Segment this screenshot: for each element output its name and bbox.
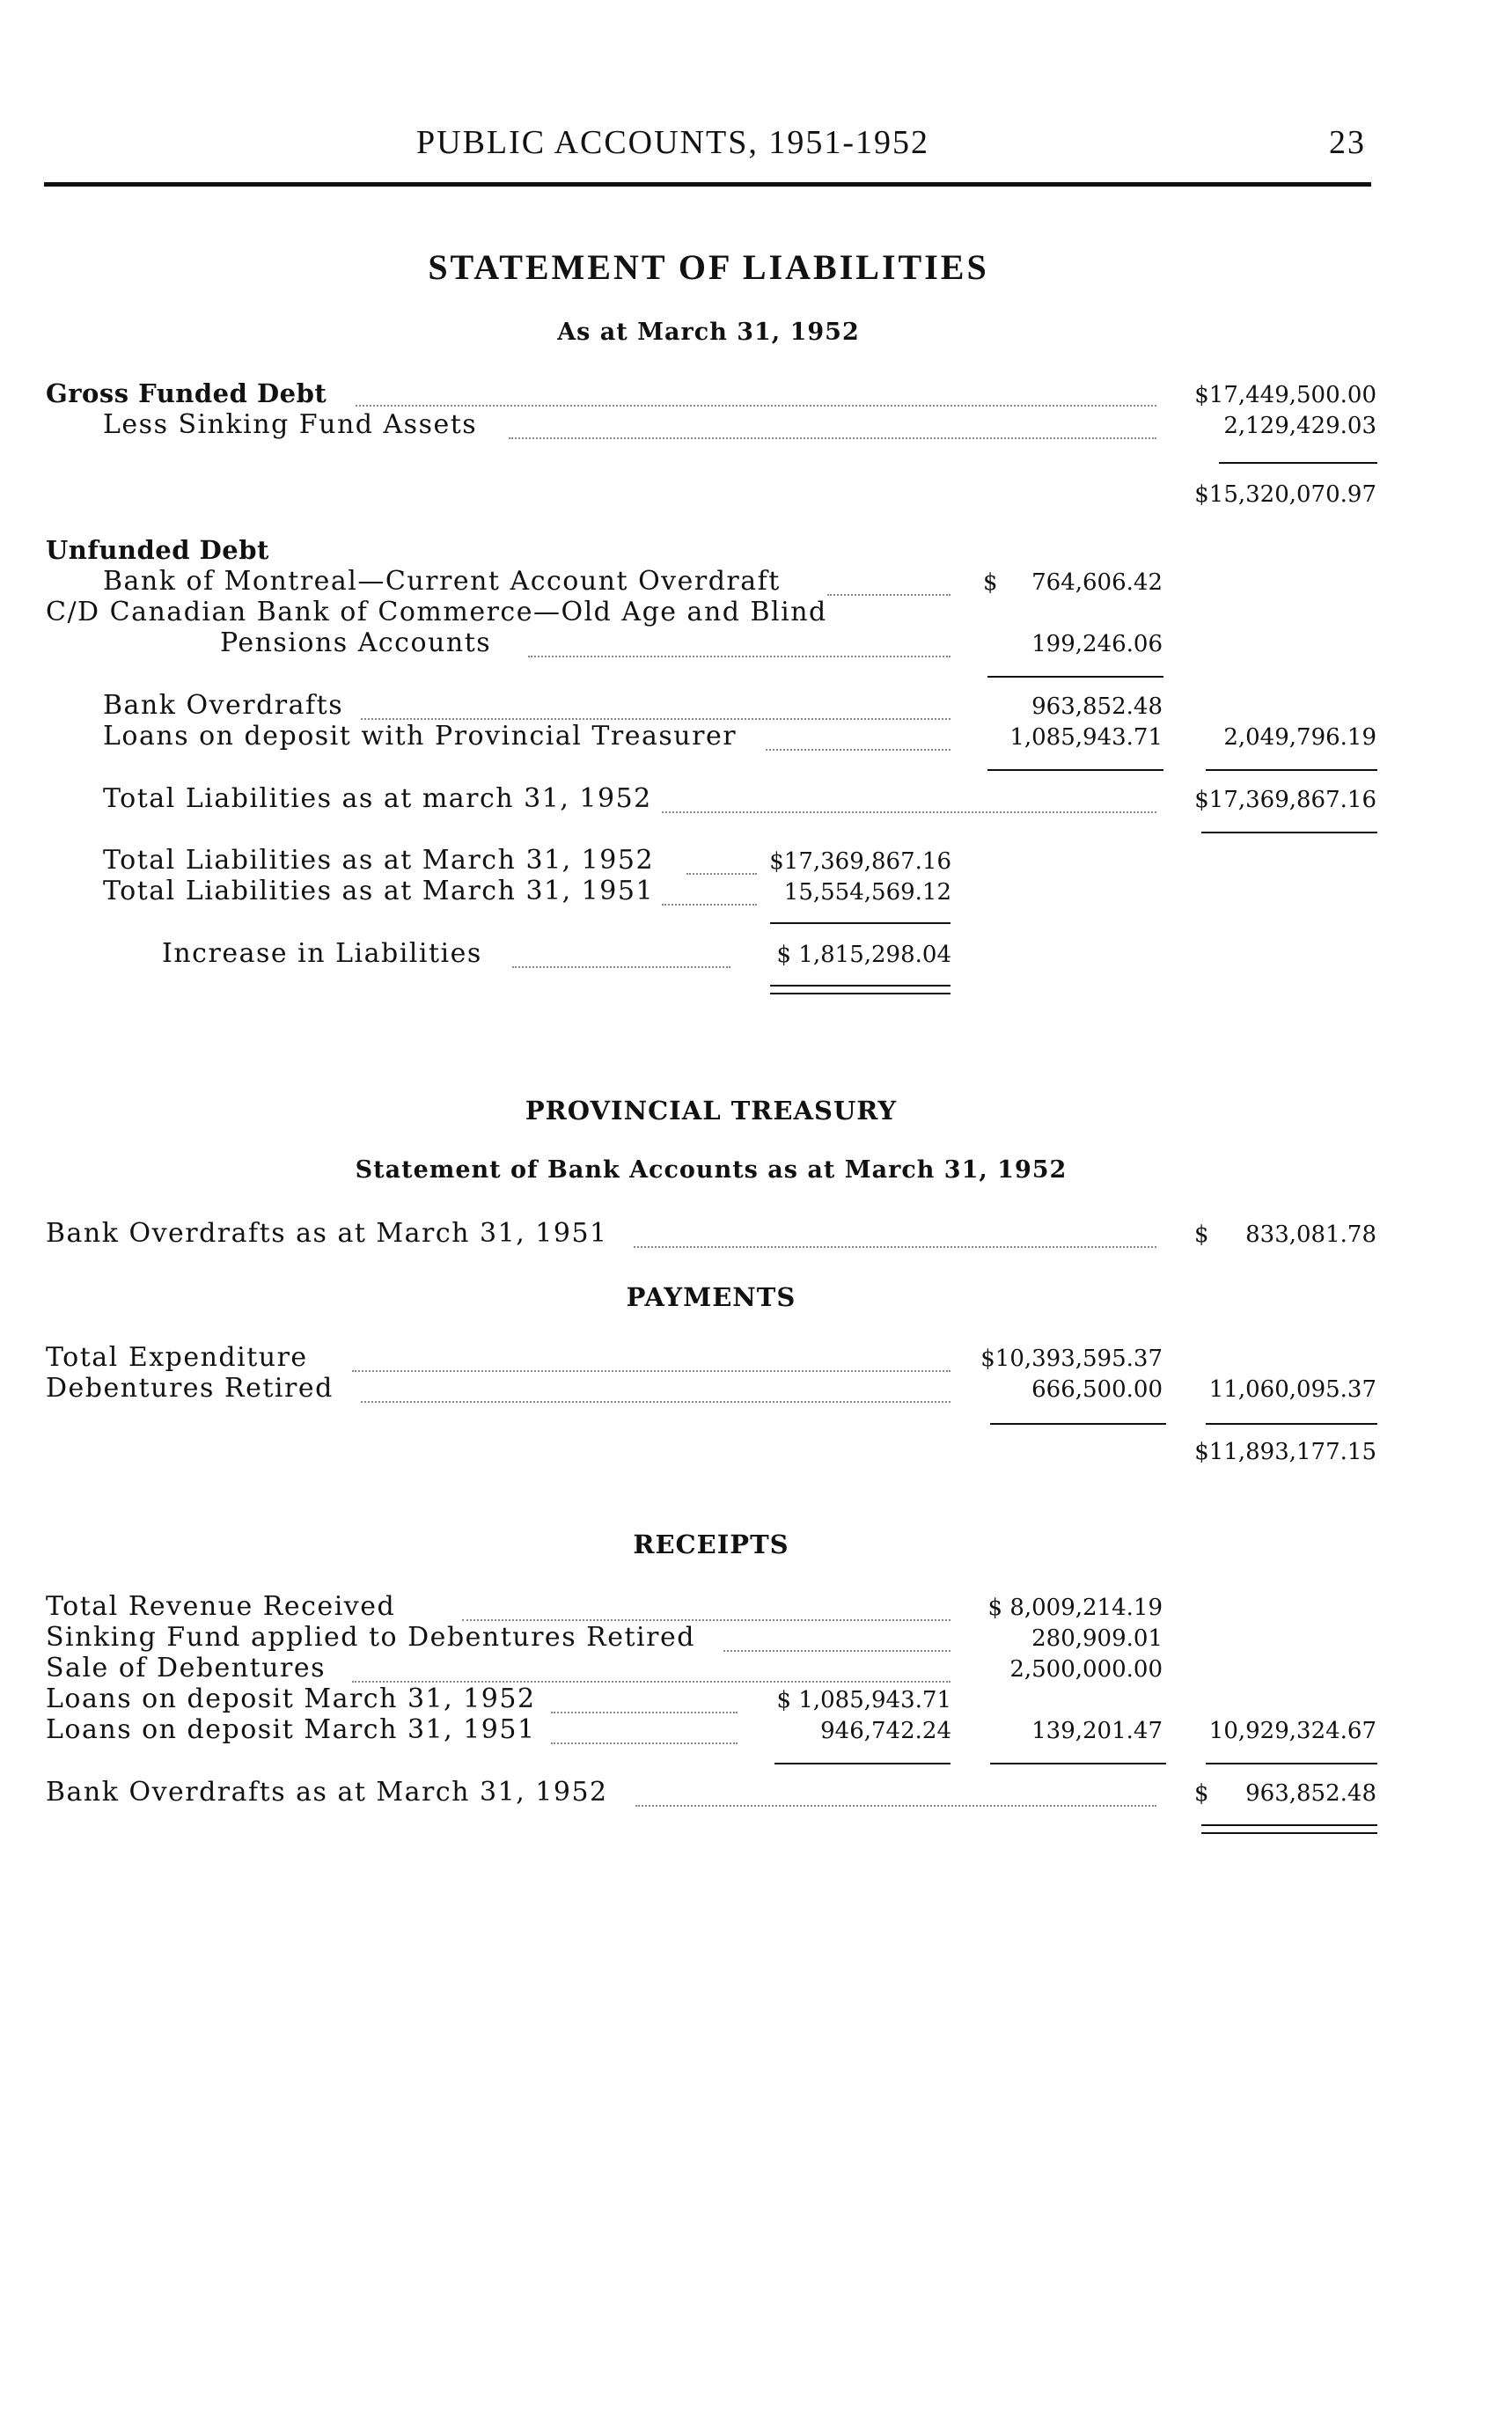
less-sinking-fund-value: 2,129,429.03 — [1223, 413, 1376, 439]
liabilities-subtitle: As at March 31, 1952 — [557, 319, 860, 346]
subtotal-rule — [1206, 769, 1377, 771]
subtotal-rule — [774, 1763, 951, 1764]
bank-overdrafts-value: 963,852.48 — [1031, 693, 1163, 720]
bank-of-montreal-value: 764,606.42 — [1031, 569, 1163, 596]
leader-dots — [551, 1742, 738, 1744]
total-revenue-label: Total Revenue Received — [46, 1591, 396, 1622]
total-rule — [770, 993, 951, 994]
closing-overdrafts-value: 963,852.48 — [1245, 1780, 1376, 1807]
header-rule — [44, 182, 1371, 187]
total-liabilities-label: Total Liabilities as at march 31, 1952 — [103, 783, 652, 814]
total-rule — [1201, 832, 1377, 833]
less-sinking-fund-label: Less Sinking Fund Assets — [103, 409, 478, 440]
leader-dots — [462, 1619, 951, 1621]
leader-dots — [634, 1246, 1156, 1248]
opening-overdrafts-currency: $ — [1194, 1221, 1209, 1248]
leader-dots — [766, 749, 951, 751]
loans-deposit-label: Loans on deposit with Provincial Treasurer — [103, 721, 738, 752]
loans-1951-label: Loans on deposit March 31, 1951 — [46, 1714, 536, 1745]
unfunded-debt-heading: Unfunded Debt — [46, 535, 269, 565]
closing-overdrafts-currency: $ — [1194, 1780, 1209, 1807]
leader-dots — [528, 656, 951, 657]
comparison-1952-label: Total Liabilities as at March 31, 1952 — [103, 845, 655, 876]
treasury-subtitle: Statement of Bank Accounts as at March 31, 1952 — [355, 1156, 1068, 1184]
loans-1952-value: $ 1,085,943.71 — [776, 1687, 951, 1713]
payments-sum-value: $11,893,177.15 — [1194, 1439, 1376, 1465]
payments-heading: PAYMENTS — [626, 1282, 796, 1312]
loans-net-value: 139,201.47 — [1031, 1718, 1163, 1744]
closing-overdrafts-label: Bank Overdrafts as at March 31, 1952 — [46, 1777, 608, 1808]
subtotal-rule — [1206, 1763, 1377, 1764]
total-rule — [1201, 1832, 1377, 1834]
loans-1951-value: 946,742.24 — [820, 1718, 951, 1744]
debentures-retired-label: Debentures Retired — [46, 1373, 334, 1404]
net-funded-debt-value: $15,320,070.97 — [1194, 481, 1376, 508]
leader-dots — [662, 904, 757, 906]
leader-dots — [686, 873, 757, 875]
increase-value: $ 1,815,298.04 — [776, 942, 951, 968]
leader-dots — [356, 405, 1156, 407]
leader-dots — [723, 1650, 951, 1652]
treasury-title: PROVINCIAL TREASURY — [525, 1096, 898, 1126]
leader-dots — [361, 718, 951, 720]
sale-debentures-label: Sale of Debentures — [46, 1653, 326, 1683]
leader-dots — [509, 437, 1156, 439]
bank-of-montreal-currency: $ — [983, 569, 998, 596]
bank-of-montreal-label: Bank of Montreal—Current Account Overdraft — [103, 566, 781, 597]
sinking-applied-label: Sinking Fund applied to Debentures Retired — [46, 1622, 695, 1653]
leader-dots — [827, 594, 951, 596]
running-header-title: PUBLIC ACCOUNTS, 1951-1952 — [416, 124, 929, 161]
sinking-applied-value: 280,909.01 — [1031, 1625, 1163, 1652]
increase-label: Increase in Liabilities — [162, 938, 482, 969]
subtotal-rule — [1206, 1423, 1377, 1425]
gross-funded-debt-label: Gross Funded Debt — [46, 378, 327, 408]
subtotal-rule — [990, 1423, 1166, 1425]
receipts-total-value: 10,929,324.67 — [1208, 1718, 1376, 1744]
total-expenditure-value: $10,393,595.37 — [980, 1346, 1163, 1372]
leader-dots — [512, 966, 730, 968]
leader-dots — [635, 1805, 1156, 1807]
total-liabilities-value: $17,369,867.16 — [1194, 787, 1376, 813]
comparison-1951-value: 15,554,569.12 — [783, 879, 951, 906]
subtotal-rule — [770, 922, 951, 924]
subtotal-rule — [987, 769, 1163, 771]
subtotal-rule — [1219, 462, 1377, 464]
unfunded-total-value: 2,049,796.19 — [1223, 724, 1376, 751]
subtotal-rule — [990, 1763, 1166, 1764]
total-rule — [1201, 1824, 1377, 1826]
gross-funded-debt-value: $17,449,500.00 — [1194, 382, 1376, 408]
total-rule — [770, 985, 951, 987]
opening-overdrafts-value: 833,081.78 — [1245, 1221, 1376, 1248]
opening-overdrafts-label: Bank Overdrafts as at March 31, 1951 — [46, 1218, 608, 1249]
loans-1952-label: Loans on deposit March 31, 1952 — [46, 1683, 536, 1714]
receipts-heading: RECEIPTS — [633, 1529, 789, 1559]
total-revenue-value: $ 8,009,214.19 — [987, 1595, 1163, 1621]
bank-overdrafts-label: Bank Overdrafts — [103, 690, 344, 721]
payments-total-value: 11,060,095.37 — [1208, 1376, 1376, 1403]
cibc-value: 199,246.06 — [1031, 631, 1163, 657]
comparison-1951-label: Total Liabilities as at March 31, 1951 — [103, 876, 655, 906]
debentures-retired-value: 666,500.00 — [1031, 1376, 1163, 1403]
liabilities-title: STATEMENT OF LIABILITIES — [428, 247, 989, 287]
sale-debentures-value: 2,500,000.00 — [1009, 1656, 1163, 1683]
leader-dots — [662, 811, 1156, 813]
loans-deposit-value: 1,085,943.71 — [1009, 724, 1163, 751]
page-number: 23 — [1329, 124, 1366, 161]
total-expenditure-label: Total Expenditure — [46, 1342, 308, 1373]
leader-dots — [352, 1681, 951, 1683]
leader-dots — [361, 1401, 951, 1403]
subtotal-rule — [987, 676, 1163, 678]
comparison-1952-value: $17,369,867.16 — [769, 848, 951, 875]
leader-dots — [352, 1370, 951, 1372]
cibc-label-line2: Pensions Accounts — [220, 627, 492, 658]
leader-dots — [551, 1712, 738, 1713]
cibc-label-line1: C/D Canadian Bank of Commerce—Old Age and Blind — [46, 597, 827, 627]
